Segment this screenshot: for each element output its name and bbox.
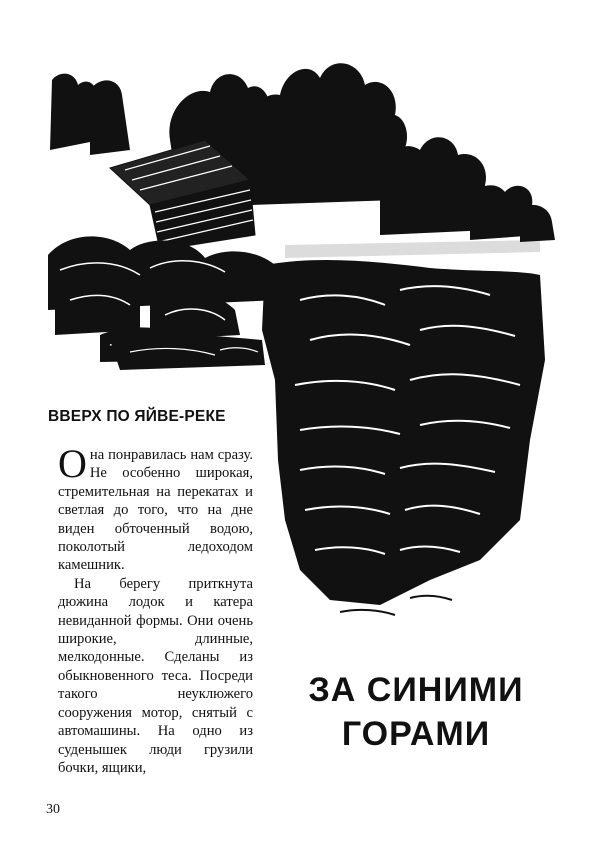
drop-cap: О (58, 441, 87, 486)
article-paragraph-2: На берегу приткнута дюжина лодок и катера невиданной формы. Они очень широкие, длинные, мелкодонные. Сделаны из обыкновенного теса. Посреди такого неуклюжего сооружения мотор, снятый с автомашины. На одно из суденышек люди грузили бочки, ящики, (58, 575, 253, 776)
article-body (58, 441, 253, 777)
article-paragraph-1 (58, 441, 253, 575)
page-number: 30 (46, 802, 60, 817)
paragraph-1-text: на понравилась нам сразу. Не особенно широкая, стремительная на перекатах и светлая до того, что на дне виден обточенный водою, поколотый ледоходом камешник. (58, 447, 253, 574)
section-title-line-1: ЗА СИНИМИ (308, 671, 524, 709)
section-title (296, 668, 536, 756)
article-heading: ВВЕРХ ПО ЯЙВЕ-РЕКЕ (48, 408, 226, 425)
section-title-line-2: ГОРАМИ (341, 715, 491, 753)
